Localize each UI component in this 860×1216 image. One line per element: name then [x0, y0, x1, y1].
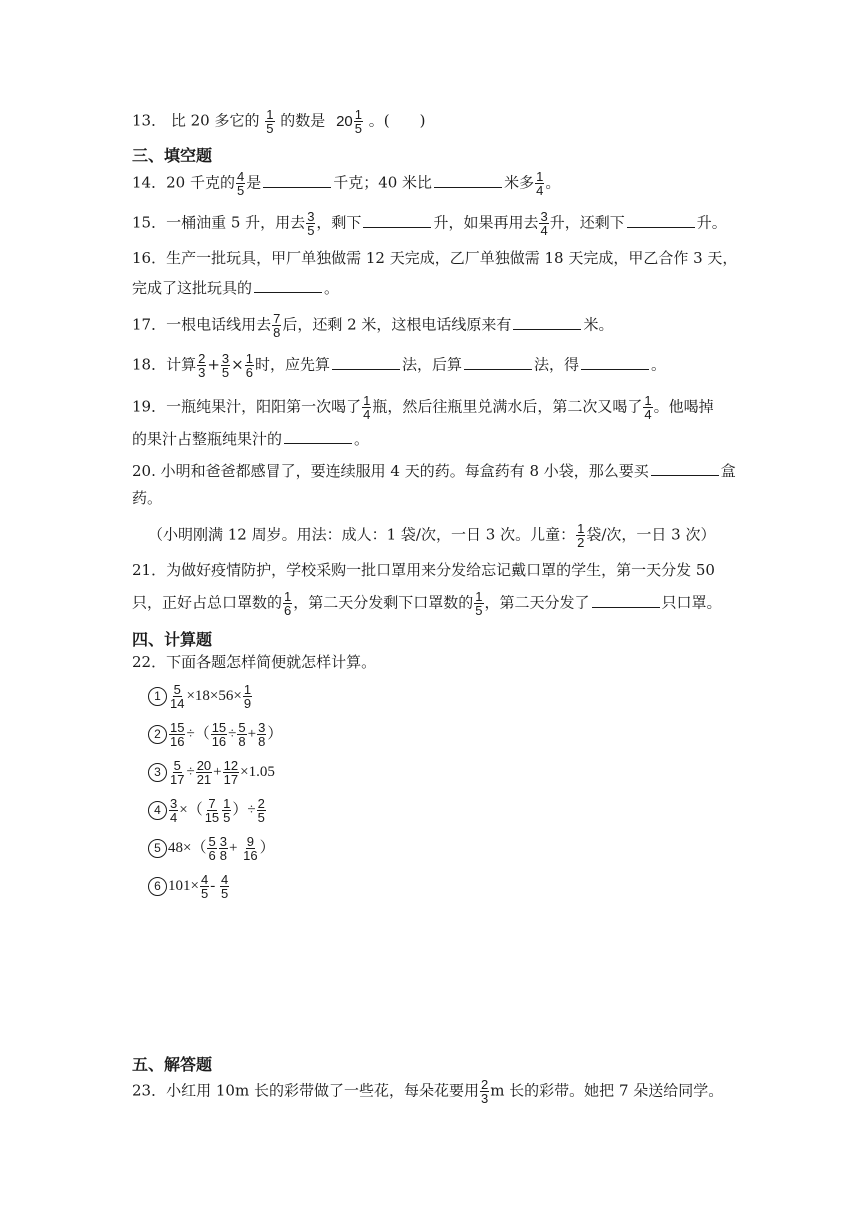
item-number-circle: 4 — [148, 801, 167, 820]
expression-text: ） — [259, 839, 275, 856]
fraction: $\frac{15}{16}$ — [211, 720, 227, 749]
item-number-circle: 5 — [148, 839, 167, 858]
expression-text: + — [247, 725, 257, 742]
answer-blank[interactable] — [581, 353, 649, 370]
fraction: $\frac{2}{5}$ — [257, 796, 265, 825]
calculation-item — [148, 683, 253, 710]
calculation-item — [148, 721, 282, 748]
fraction: $\frac{3}{5}$ — [307, 209, 315, 238]
calculation-item — [148, 835, 275, 862]
question-20-line2: 药。 — [132, 489, 163, 507]
fraction: $\frac{5}{8}$ — [238, 720, 246, 749]
question-23: 23．小红用 10m 长的彩带做了一些花，每朵花要用 $\frac{2}{3}$ m 长的彩带。她把 7 朵送给同学。 — [132, 1077, 724, 1106]
calculation-item — [148, 759, 275, 786]
calculation-item — [148, 797, 267, 824]
expression-text: + — [228, 839, 242, 856]
calculation-item — [148, 873, 230, 900]
fraction: $\frac{3}{5}$ — [221, 351, 230, 380]
fraction: $\frac{2}{3}$ — [198, 351, 206, 380]
item-number-circle: 6 — [148, 877, 167, 896]
question-16: 16．生产一批玩具，甲厂单独做需 12 天完成，乙厂单独做需 18 天完成，甲乙合作 3 天， — [132, 249, 738, 267]
item-number-circle: 3 — [148, 763, 167, 782]
fraction: $\frac{1}{4}$ — [536, 169, 544, 198]
answer-blank[interactable] — [464, 353, 532, 370]
answer-whole: 20 — [336, 112, 353, 130]
question-20: 20. 小明和爸爸都感冒了，要连续服用 4 天的药。每盒药有 8 小袋，那么要买 盒 — [132, 459, 736, 481]
fraction: $\frac{12}{17}$ — [223, 758, 239, 787]
question-18: 18．计算 $\frac{2}{3}$ + $\frac{3}{5}$ × $\frac{1}{6}$ 时，应先算 法，后算 法，得 。 — [132, 351, 667, 380]
fraction: $\frac{4}{5}$ — [236, 169, 245, 198]
fraction: $\frac{3}{4}$ — [540, 209, 548, 238]
fraction: $\frac{1}{6}$ — [245, 351, 253, 380]
fraction: $\frac{5}{6}$ — [208, 834, 216, 863]
answer-blank[interactable] — [332, 353, 400, 370]
expression-text: 48×（ — [168, 839, 207, 856]
answer-parentheses: 。( ) — [368, 111, 426, 130]
fraction: $\frac{1}{4}$ — [644, 393, 652, 422]
question-20-note: （小明刚满 12 周岁。用法：成人：1 袋/次，一日 3 次。儿童： $\frac{1}{2}$ 袋/次，一日 3 次） — [148, 521, 716, 550]
question-15: 15．一桶油重 5 升，用去 $\frac{3}{5}$ ，剩下 升，如果再用去 $\frac{3}{4}$ 升，还剩下 升。 — [132, 209, 727, 238]
question-13 — [132, 108, 426, 135]
fraction: $\frac{3}{4}$ — [170, 796, 178, 825]
question-16-line2: 完成了这批玩具的 。 — [132, 276, 339, 298]
fraction: $\frac{3}{8}$ — [258, 720, 266, 749]
fraction: $\frac{1}{9}$ — [243, 682, 252, 711]
fraction: $\frac{4}{5}$ — [200, 872, 209, 901]
answer-blank[interactable] — [363, 211, 431, 228]
fraction: $\frac{1}{2}$ — [577, 521, 585, 550]
section-heading-fill-in: 三、填空题 — [132, 146, 213, 165]
question-14: 14．20 千克的 $\frac{4}{5}$ 是 千克；40 米比 米多 $\frac{1}{4}$ 。 — [132, 169, 561, 198]
fraction: $\frac{1}{5}$ — [354, 107, 363, 136]
answer-blank[interactable] — [651, 459, 719, 476]
fraction: $\frac{7}{8}$ — [273, 311, 281, 340]
expression-text: ×18×56× — [186, 687, 242, 704]
fraction: $\frac{4}{5}$ — [220, 872, 229, 901]
question-number: 13． — [132, 111, 167, 130]
fraction: $\frac{15}{16}$ — [170, 720, 185, 749]
question-text: 的数是 — [280, 111, 326, 130]
question-21-line2: 只，正好占总口罩数的 $\frac{1}{6}$ ，第二天分发剩下口罩数的 $\frac{1}{5}$ ，第二天分发了 只口罩。 — [132, 589, 722, 618]
expression-text: ） — [267, 725, 283, 742]
fraction: $\frac{3}{8}$ — [219, 834, 227, 863]
fraction: $\frac{2}{3}$ — [480, 1077, 489, 1106]
expression-text: ÷ — [186, 763, 195, 780]
fraction: $\frac{1}{6}$ — [284, 589, 292, 618]
section-heading-word-problems: 五、解答题 — [132, 1055, 213, 1074]
expression-text: 101× — [168, 877, 199, 894]
item-number-circle: 1 — [148, 687, 167, 706]
fraction: $\frac{1}{4}$ — [363, 393, 371, 422]
answer-blank[interactable] — [513, 313, 581, 330]
question-text: 比 20 多它的 — [170, 111, 260, 130]
fraction: $\frac{5}{14}$ — [170, 682, 185, 711]
fraction: $\frac{7}{15}$ — [204, 796, 220, 825]
question-19: 19．一瓶纯果汁，阳阳第一次喝了 $\frac{1}{4}$ 瓶，然后往瓶里兑满水后，第二次又喝了 $\frac{1}{4}$ 。他喝掉 — [132, 393, 714, 422]
expression-text: ÷（ — [186, 725, 210, 742]
fraction: $\frac{20}{21}$ — [196, 758, 212, 787]
expression-text: ）÷ — [232, 801, 256, 818]
expression-text: ×1.05 — [240, 763, 275, 780]
fraction: $\frac{1}{5}$ — [266, 107, 274, 136]
expression-text: - — [210, 877, 219, 894]
question-17: 17．一根电话线用去 $\frac{7}{8}$ 后，还剩 2 米，这根电话线原来有 米。 — [132, 311, 614, 340]
answer-blank[interactable] — [592, 591, 660, 608]
answer-blank[interactable] — [284, 427, 352, 444]
answer-blank[interactable] — [263, 171, 331, 188]
fraction: $\frac{9}{16}$ — [243, 834, 258, 863]
question-19-line2: 的果汁占整瓶纯果汁的 。 — [132, 427, 369, 449]
expression-text: ÷ — [228, 725, 237, 742]
fraction: $\frac{5}{17}$ — [170, 758, 185, 787]
question-22: 22．下面各题怎样简便就怎样计算。 — [132, 653, 377, 671]
answer-blank[interactable] — [434, 171, 502, 188]
expression-text: + — [213, 763, 222, 780]
answer-blank[interactable] — [254, 276, 322, 293]
section-heading-calculation: 四、计算题 — [132, 630, 213, 649]
expression-text: ×（ — [179, 801, 203, 818]
item-number-circle: 2 — [148, 725, 167, 744]
answer-blank[interactable] — [627, 211, 695, 228]
fraction: $\frac{1}{5}$ — [475, 589, 483, 618]
fraction: $\frac{1}{5}$ — [223, 796, 231, 825]
question-21: 21．为做好疫情防护，学校采购一批口罩用来分发给忘记戴口罩的学生，第一天分发 50 — [132, 561, 715, 579]
